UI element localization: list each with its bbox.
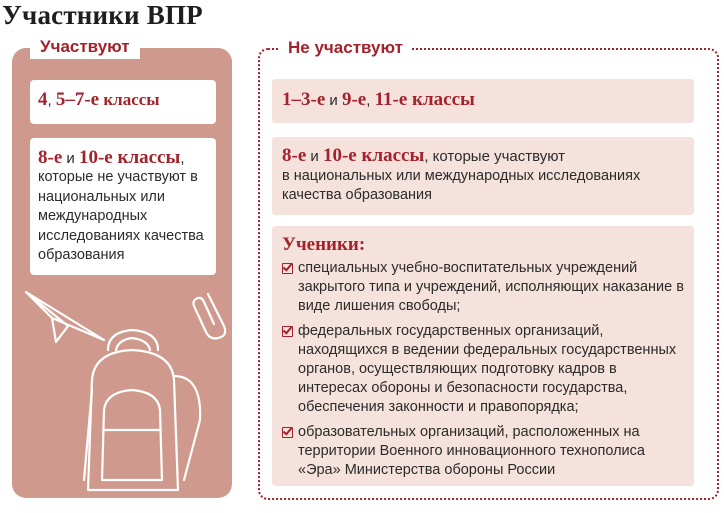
comma: , — [424, 148, 429, 165]
grades-1-3: 1–3-е — [282, 89, 326, 110]
grade-10: 10-е классы — [322, 145, 425, 166]
paperclip-icon — [194, 294, 226, 338]
backpack-icon — [84, 330, 200, 490]
paper-plane-icon — [26, 292, 104, 342]
and-word: и — [325, 92, 342, 109]
grade-8: 8-е — [282, 145, 307, 166]
participating-condition-text: которые не участвуют в национальных или международных исследованиях качества образования — [38, 169, 204, 263]
list-item — [282, 322, 688, 417]
grade-4: 4 — [38, 89, 48, 110]
not-participating-condition-text: в национальных или международных исследованиях качества образования — [282, 168, 641, 203]
list-item — [282, 259, 688, 316]
not-participating-label: Не участвуют — [280, 38, 411, 58]
grade-8: 8-е — [38, 147, 63, 168]
backpack-illustration — [12, 280, 232, 498]
checkbox-icon — [282, 427, 293, 438]
grade-10: 10-е классы — [78, 147, 181, 168]
pupils-list — [282, 259, 688, 486]
comma: , — [180, 150, 185, 167]
not-participating-grades-card — [272, 79, 694, 123]
participating-grades-card — [30, 80, 216, 124]
pupils-heading: Ученики: — [282, 234, 366, 255]
condition-start: которые участвуют — [428, 148, 566, 165]
page-title: Участники ВПР — [2, 0, 203, 30]
list-item — [282, 423, 688, 480]
pupils-card — [272, 226, 694, 486]
participating-label: Участвуют — [30, 36, 140, 59]
not-participating-conditional-card — [272, 137, 694, 215]
pupil-item-text: специальных учебно-воспитательных учреждений закрытого типа и учреждений, исполняющих наказание в виде лишения свободы; — [298, 260, 684, 314]
grade-9: 9-е — [341, 89, 367, 110]
separator: , — [366, 92, 375, 109]
checkbox-icon — [282, 326, 293, 337]
checkbox-icon — [282, 263, 293, 274]
grade-11: 11-е классы — [374, 89, 475, 110]
and-word: и — [62, 150, 79, 167]
participating-conditional-card — [30, 138, 216, 275]
pupil-item-text: федеральных государственных организаций, находящихся в ведении федеральных государственных органов, осуществляющих подготовку кадров в интересах обороны и безопасности государства, обеспечения законности и правопорядка; — [298, 323, 677, 415]
and-word: и — [306, 148, 323, 165]
classes-word: классы — [99, 90, 160, 109]
pupil-item-text: образовательных организаций, расположенных на территории Военного инновационного технополиса «Эра» Министерства обороны России — [298, 424, 645, 478]
separator: , — [47, 92, 56, 109]
grades-5-7: 5–7-е — [55, 89, 100, 110]
